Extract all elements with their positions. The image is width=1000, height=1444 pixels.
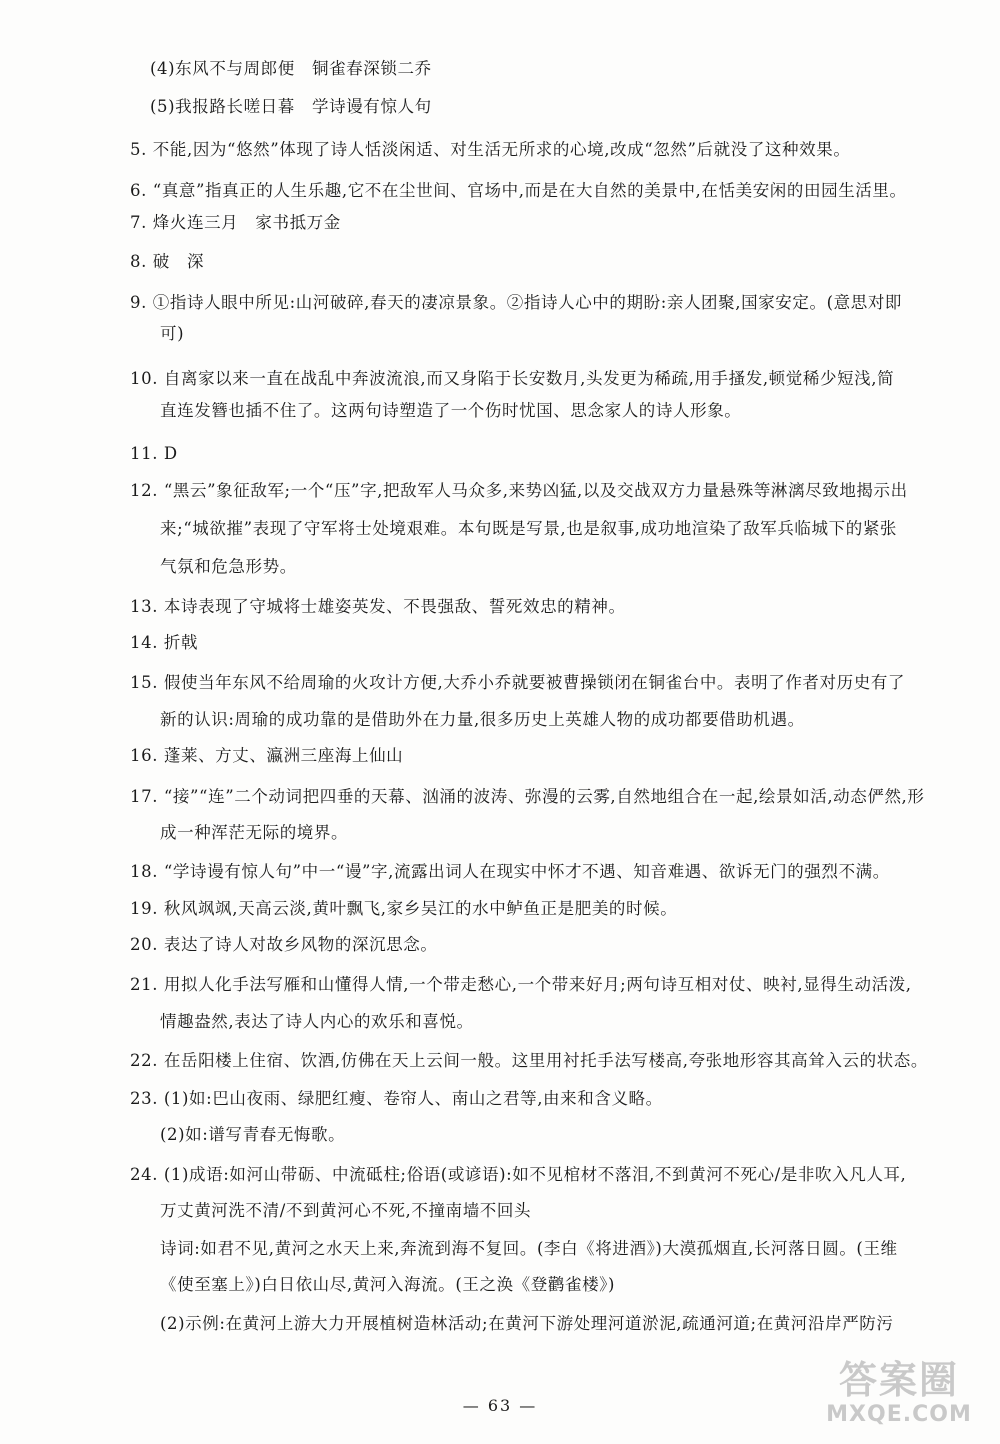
watermark-url: MXQE.COM	[826, 1402, 972, 1427]
text-line: 13. 本诗表现了守城将士雄姿英发、不畏强敌、誓死效忠的精神。	[130, 597, 626, 616]
text-line: 17. “接”“连”二个动词把四垂的天幕、汹涌的波涛、弥漫的云雾,自然地组合在一起,绘景如活,动态俨然,形	[130, 787, 925, 806]
text-line: 8. 破 深	[130, 252, 205, 271]
text-line: 新的认识:周瑜的成功靠的是借助外在力量,很多历史上英雄人物的成功都要借助机遇。	[160, 710, 805, 729]
text-line: 19. 秋风飒飒,天高云淡,黄叶飘飞,家乡吴江的水中鲈鱼正是肥美的时候。	[130, 899, 678, 918]
text-line: 23. (1)如:巴山夜雨、绿肥红瘦、卷帘人、南山之君等,由来和含义略。	[130, 1089, 663, 1108]
text-line: (5)我报路长嗟日暮 学诗谩有惊人句	[150, 97, 432, 116]
text-line: 20. 表达了诗人对故乡风物的深沉思念。	[130, 935, 438, 954]
text-line: 10. 自离家以来一直在战乱中奔波流浪,而又身陷于长安数月,头发更为稀疏,用手搔发,顿觉稀少短浅,简	[130, 369, 895, 388]
text-line: 可)	[160, 324, 185, 343]
text-line: 14. 折戟	[130, 633, 199, 652]
text-line: 万丈黄河洗不清/不到黄河心不死,不撞南墙不回头	[160, 1201, 532, 1220]
text-line: 9. ①指诗人眼中所见:山河破碎,春天的凄凉景象。②指诗人心中的期盼:亲人团聚,国家安定。(意思对即	[130, 293, 903, 312]
text-line: 16. 蓬莱、方丈、瀛洲三座海上仙山	[130, 746, 404, 765]
text-line: (4)东风不与周郎便 铜雀春深锁二乔	[150, 59, 432, 78]
text-line: (2)示例:在黄河上游大力开展植树造林活动;在黄河下游处理河道淤泥,疏通河道;在黄河沿岸严防污	[160, 1314, 894, 1333]
text-line: 来;“城欲摧”表现了守军将士处境艰难。本句既是写景,也是叙事,成功地渲染了敌军兵临城下的紧张	[160, 519, 898, 538]
text-line: 15. 假使当年东风不给周瑜的火攻计方便,大乔小乔就要被曹操锁闭在铜雀台中。表明了作者对历史有了	[130, 673, 906, 692]
text-line: 21. 用拟人化手法写雁和山懂得人情,一个带走愁心,一个带来好月;两句诗互相对仗、映衬,显得生动活泼,	[130, 975, 912, 994]
text-line: 成一种浑茫无际的境界。	[160, 823, 349, 842]
text-line: 5. 不能,因为“悠然”体现了诗人恬淡闲适、对生活无所求的心境,改成“忽然”后就没了这种效果。	[130, 140, 851, 159]
watermark-logo	[804, 1358, 994, 1438]
text-line: 情趣盎然,表达了诗人内心的欢乐和喜悦。	[160, 1012, 474, 1031]
text-line: 气氛和危急形势。	[160, 557, 297, 576]
text-line: 7. 烽火连三月 家书抵万金	[130, 213, 341, 232]
text-line: 直连发簪也插不住了。这两句诗塑造了一个伤时忧国、思念家人的诗人形象。	[160, 401, 742, 420]
text-line: 18. “学诗谩有惊人句”中一“谩”字,流露出词人在现实中怀才不遇、知音难遇、欲诉无门的强烈不满。	[130, 862, 890, 881]
text-line: (2)如:谱写青春无悔歌。	[160, 1125, 346, 1144]
watermark-main: 答案圈	[838, 1358, 959, 1402]
text-line: 11. D	[130, 444, 178, 463]
text-line: 《使至塞上》)白日依山尽,黄河入海流。(王之涣《登鹳雀楼》)	[160, 1275, 616, 1294]
text-line: 6. “真意”指真正的人生乐趣,它不在尘世间、官场中,而是在大自然的美景中,在恬美安闲的田园生活里。	[130, 181, 907, 200]
text-line: 24. (1)成语:如河山带砺、中流砥柱;俗语(或谚语):如不见棺材不落泪,不到黄河不死心/是非吹入凡人耳,	[130, 1165, 907, 1184]
page-number: — 63 —	[462, 1396, 538, 1415]
text-line: 诗词:如君不见,黄河之水天上来,奔流到海不复回。(李白《将进酒》)大漠孤烟直,长河落日圆。(王维	[160, 1239, 898, 1258]
text-line: 12. “黑云”象征敌军;一个“压”字,把敌军人马众多,来势凶猛,以及交战双方力量悬殊等淋漓尽致地揭示出	[130, 481, 908, 500]
text-line: 22. 在岳阳楼上住宿、饮酒,仿佛在天上云间一般。这里用衬托手法写楼高,夸张地形容其高耸入云的状态。	[130, 1051, 928, 1070]
